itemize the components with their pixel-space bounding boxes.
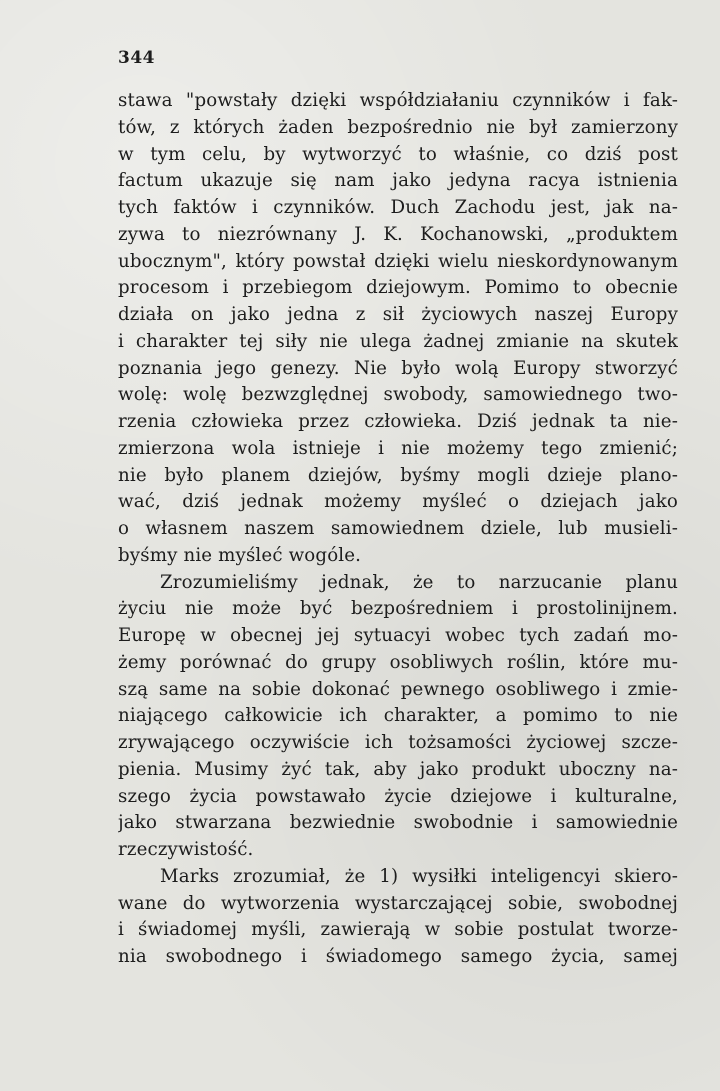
- text-line: szą same na sobie dokonać pewnego osobliwego i zmie-: [118, 678, 678, 700]
- text-line: stawa "powstały dzięki współdziałaniu czynników i fak-: [118, 90, 678, 111]
- text-line: tych faktów i czynników. Duch Zachodu jest, jak na-: [118, 197, 678, 218]
- text-line: nie było planem dziejów, byśmy mogli dzieje plano-: [118, 464, 678, 486]
- text-line: nia swobodnego i świadomego samego życia, samej: [118, 946, 678, 967]
- text-line: procesom i przebiegom dziejowym. Pomimo to obecnie: [118, 277, 678, 299]
- text-line: w tym celu, by wytworzyć to właśnie, co dziś post: [118, 143, 678, 165]
- text-line: wolę: wolę bezwzględnej swobody, samowiednego two-: [118, 384, 678, 406]
- text-line: działa on jako jedna z sił życiowych naszej Europy: [118, 304, 678, 325]
- text-line: rzeczywistość.: [118, 839, 254, 860]
- text-line: szego życia powstawało życie dziejowe i kulturalne,: [118, 785, 678, 807]
- page-number: 344: [118, 48, 155, 68]
- text-line: o własnem naszem samowiednem dziele, lub musieli-: [118, 518, 678, 539]
- text-line: wane do wytworzenia wystarczającej sobie, swobodnej: [118, 892, 678, 914]
- text-line: factum ukazuje się nam jako jedyna racya istnienia: [118, 170, 678, 192]
- text-line: życiu nie może być bezpośredniem i prostolinijnem.: [118, 598, 678, 620]
- text-line: Europę w obecnej jej sytuacyi wobec tych zadań mo-: [118, 625, 678, 646]
- text-line: ubocznym", który powstał dzięki wielu nieskordynowanym: [118, 250, 678, 272]
- text-line: byśmy nie myśleć wogóle.: [118, 544, 362, 566]
- text-line: rzenia człowieka przez człowieka. Dziś jednak ta nie-: [118, 411, 678, 432]
- text-line: Zrozumieliśmy jednak, że to narzucanie planu: [160, 571, 678, 593]
- text-line: poznania jego genezy. Nie było wolą Europy stworzyć: [118, 357, 678, 379]
- text-line: i świadomej myśli, zawierają w sobie postulat tworze-: [118, 919, 678, 941]
- text-line: jako stwarzana bezwiednie swobodnie i samowiednie: [118, 812, 678, 834]
- text-line: żemy porównać do grupy osobliwych roślin, które mu-: [118, 651, 678, 673]
- text-line: Marks zrozumiał, że 1) wysiłki inteligencyi skiero-: [160, 865, 678, 887]
- text-line: zmierzona wola istnieje i nie możemy tego zmienić;: [118, 437, 678, 459]
- text-line: niającego całkowicie ich charakter, a pomimo to nie: [118, 705, 678, 727]
- text-line: zrywającego oczywiście ich tożsamości życiowej szcze-: [118, 732, 678, 753]
- text-line: pienia. Musimy żyć tak, aby jako produkt uboczny na-: [118, 758, 678, 780]
- body-text: [118, 88, 678, 971]
- text-line: i charakter tej siły nie ulega żadnej zmianie na skutek: [118, 330, 678, 352]
- text-line: tów, z których żaden bezpośrednio nie był zamierzony: [118, 116, 678, 138]
- text-line: wać, dziś jednak możemy myśleć o dziejach jako: [118, 491, 678, 513]
- text-line: zywa to niezrównany J. K. Kochanowski, „produktem: [118, 223, 678, 245]
